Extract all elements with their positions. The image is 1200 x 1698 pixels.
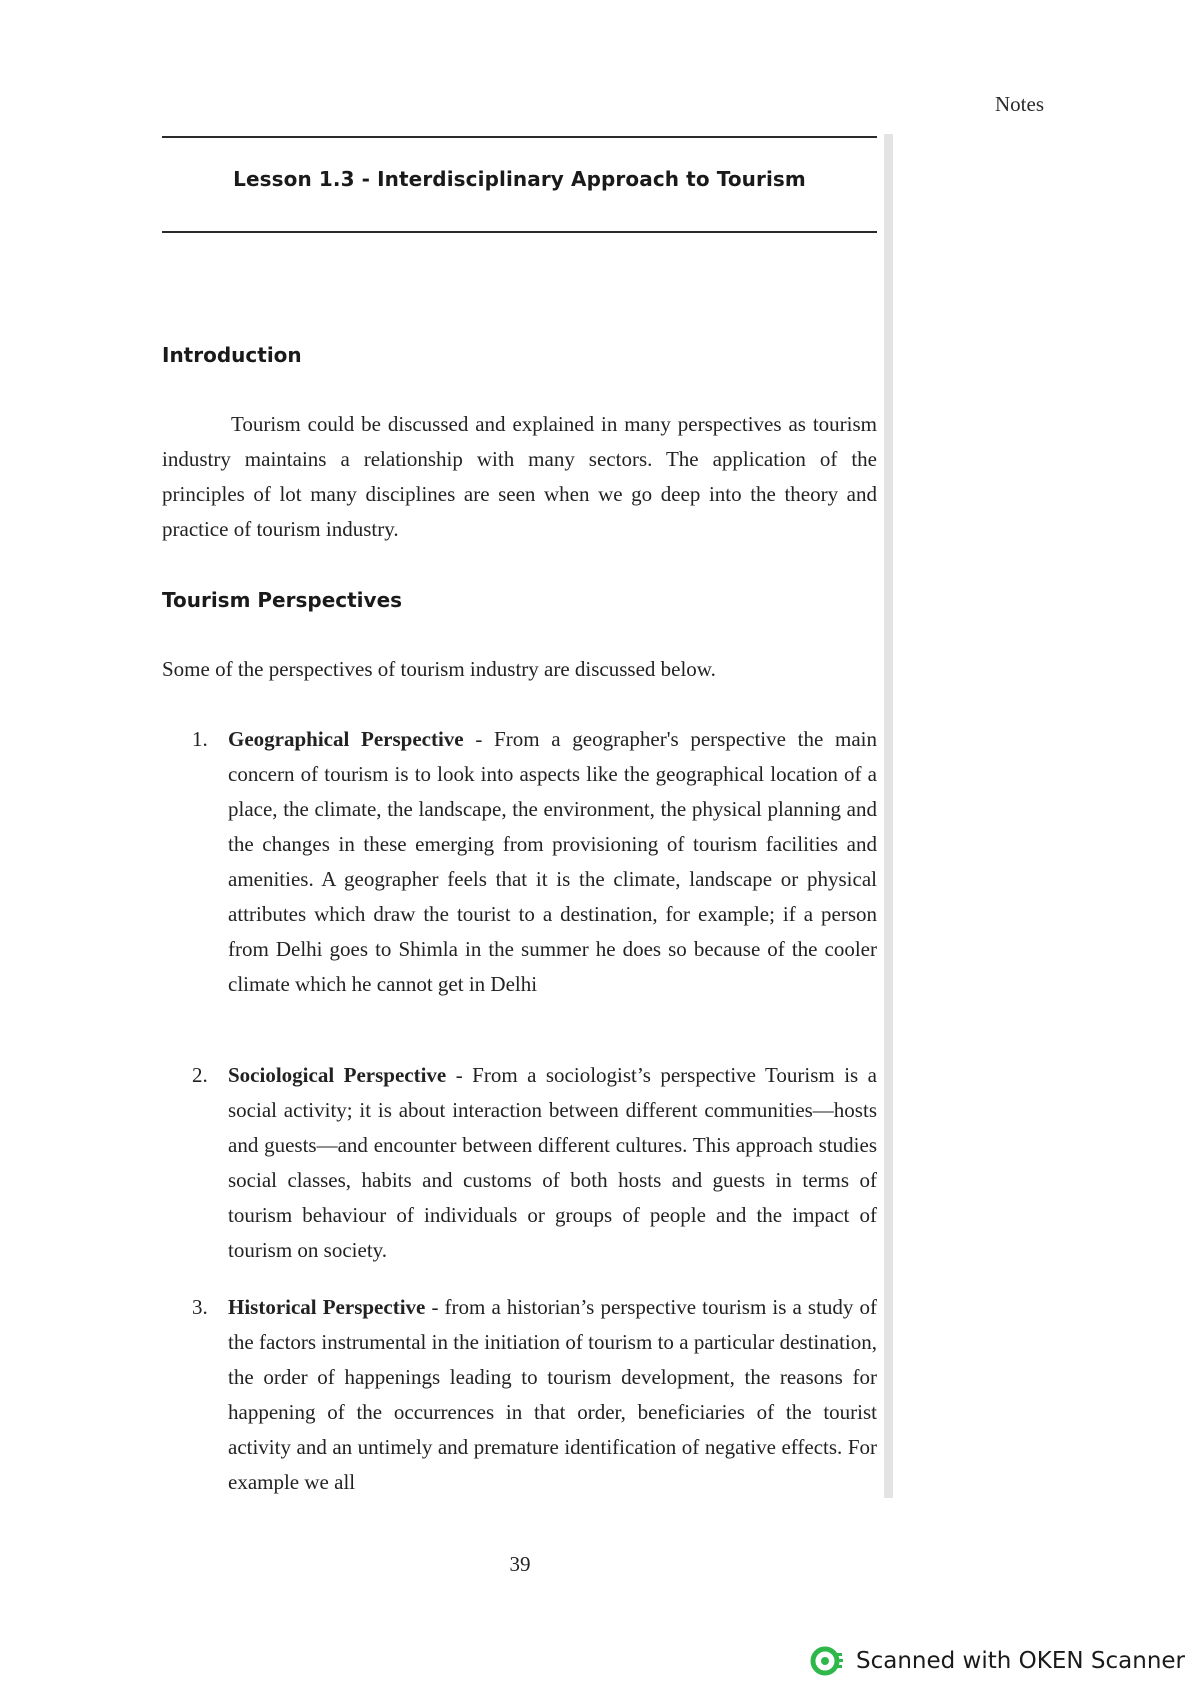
list-item-text: - From a sociologist’s perspective Tourism is a social activity; it is about interaction between different communities—hosts and guests—and encounter between different cultures. This approach studies social classes, habits and customs of both hosts and guests in terms of tourism behaviour of individuals or groups of people and the impact of tourism on society. [228,1063,877,1262]
title-rule-bottom [162,231,877,233]
title-rule-top [162,136,877,138]
oken-scanner-logo-icon [810,1644,844,1678]
tourism-perspectives-heading: Tourism Perspectives [162,588,403,612]
list-item-text: - From a geographer's perspective the main concern of tourism is to look into aspects like the geographical location of a place, the climate, the landscape, the environment, the physical planning and the changes in these emerging from provisioning of tourism facilities and amenities. A geographer feels that it is the climate, landscape or physical attributes which draw the tourist to a destination, for example; if a person from Delhi goes to Shimla in the summer he does so because of the cooler climate which he cannot get in Delhi [228,727,877,996]
list-item-text: - from a historian’s perspective tourism is a study of the factors instrumental in the initiation of tourism to a particular destination, the order of happenings leading to tourism development, the reasons for happening of the occurrences in that order, beneficiaries of the tourist activity and an untimely and premature identification of negative effects. For example we all [228,1295,877,1494]
list-item [192,1290,877,1500]
list-item-term: Historical Perspective [228,1295,426,1319]
list-item [192,1058,877,1268]
lesson-title: Lesson 1.3 - Interdisciplinary Approach to Tourism [233,167,806,191]
introduction-heading: Introduction [162,343,302,367]
list-item-number: 2. [192,1063,208,1087]
list-item-term: Sociological Perspective [228,1063,447,1087]
scanner-watermark [810,1643,1185,1679]
list-item-number: 1. [192,727,208,751]
scanner-watermark-text: Scanned with OKEN Scanner [856,1648,1185,1674]
page-number: 39 [509,1552,531,1576]
margin-bar [884,134,893,1498]
list-item-number: 3. [192,1295,208,1319]
notes-label: Notes [995,92,1044,116]
list-item [192,722,877,1002]
perspectives-lead-paragraph: Some of the perspectives of tourism industry are discussed below. [162,657,716,681]
introduction-paragraph: Tourism could be discussed and explained in many perspectives as tourism industry maintains a relationship with many sectors. The application of the principles of lot many disciplines are seen when we go deep into the theory and practice of tourism industry. [162,412,877,541]
list-item-term: Geographical Perspective [228,727,464,751]
